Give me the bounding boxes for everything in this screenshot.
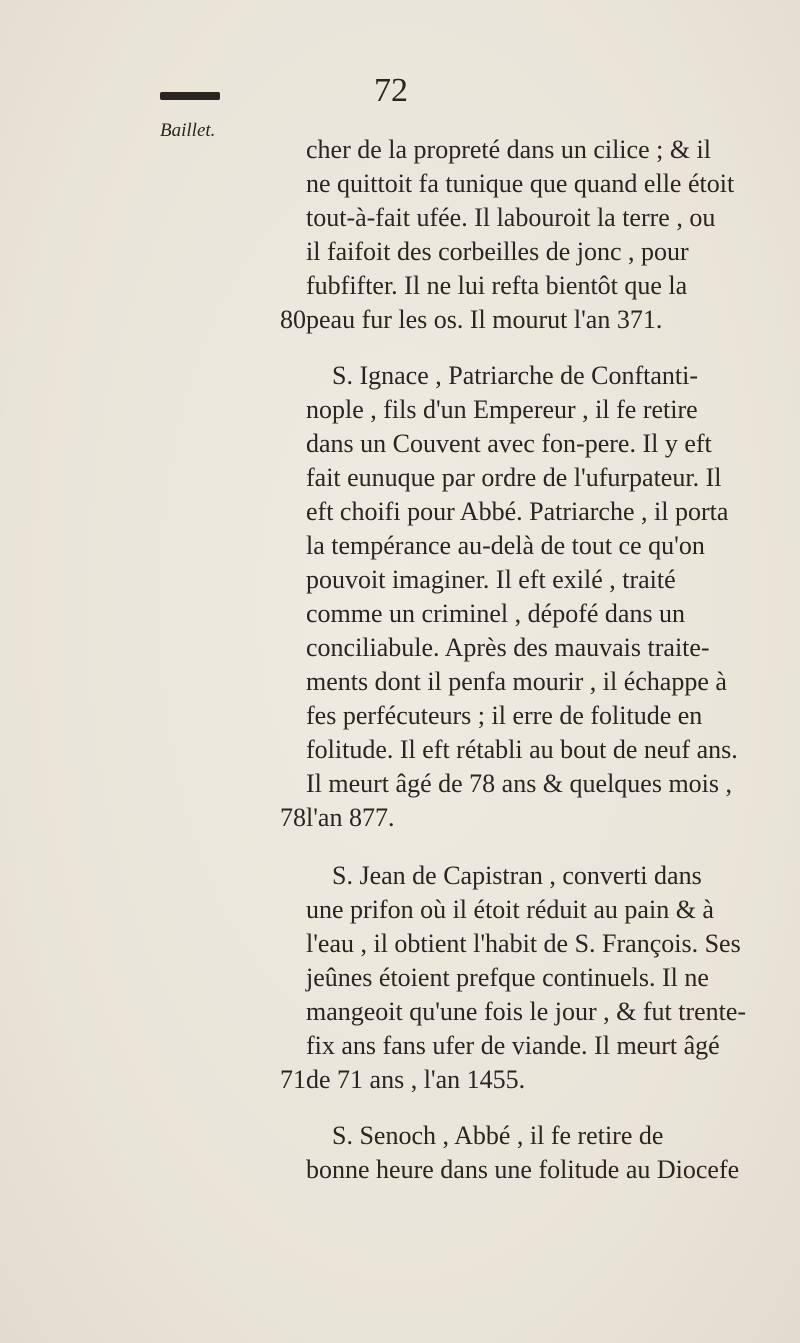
margin-number: 80 xyxy=(280,305,306,334)
text-line: comme un criminel , dépofé dans un xyxy=(306,599,686,628)
text-line: eft choifi pour Abbé. Patriarche , il porta xyxy=(306,497,729,526)
text-line: folitude. Il eft rétabli au bout de neuf ans. xyxy=(306,735,738,764)
text-line: l'an 877. xyxy=(306,803,395,832)
text-line: fubfifter. Il ne lui refta bientôt que la xyxy=(306,271,688,300)
text-line: fait eunuque par ordre de l'ufurpateur. Il xyxy=(306,463,722,492)
text-line: pouvoit imaginer. Il eft exilé , traité xyxy=(306,565,676,594)
text-line: ne quittoit fa tunique que quand elle étoit xyxy=(306,169,735,198)
text-line: cher de la propreté dans un cilice ; & il xyxy=(306,135,712,164)
text-line: il faifoit des corbeilles de jonc , pour xyxy=(306,237,689,266)
text-line: conciliabule. Après des mauvais traite- xyxy=(306,633,710,662)
text-line: fix ans fans ufer de viande. Il meurt âgé xyxy=(306,1031,720,1060)
text-line: nople , fils d'un Empereur , il fe retire xyxy=(306,395,698,424)
text-line: une prifon où il étoit réduit au pain & à xyxy=(306,895,714,924)
text-line: de 71 ans , l'an 1455. xyxy=(306,1065,526,1094)
running-head: Baillet. xyxy=(160,120,216,141)
page-number: 72 xyxy=(374,72,408,109)
margin-number: 78 xyxy=(280,803,306,832)
text-line: l'eau , il obtient l'habit de S. François. Ses xyxy=(306,929,741,958)
text-line: tout-à-fait ufée. Il labouroit la terre , ou xyxy=(306,203,716,232)
text-line: fes perfécuteurs ; il erre de folitude en xyxy=(306,701,703,730)
text-line: S. Ignace , Patriarche de Conftanti- xyxy=(332,361,699,390)
text-line: mangeoit qu'une fois le jour , & fut trente- xyxy=(306,997,747,1026)
text-line: jeûnes étoient prefque continuels. Il ne xyxy=(306,963,709,992)
text-line: dans un Couvent avec fon-pere. Il y eft xyxy=(306,429,712,458)
margin-number: 71 xyxy=(280,1065,306,1094)
text-line: peau fur les os. Il mourut l'an 371. xyxy=(306,305,663,334)
text-line: S. Senoch , Abbé , il fe retire de xyxy=(332,1121,664,1150)
text-line: S. Jean de Capistran , converti dans xyxy=(332,861,702,890)
text-line: la tempérance au-delà de tout ce qu'on xyxy=(306,531,705,560)
text-line: Il meurt âgé de 78 ans & quelques mois , xyxy=(306,769,733,798)
text-line: bonne heure dans une folitude au Diocefe xyxy=(306,1155,740,1184)
text-line: ments dont il penfa mourir , il échappe à xyxy=(306,667,727,696)
